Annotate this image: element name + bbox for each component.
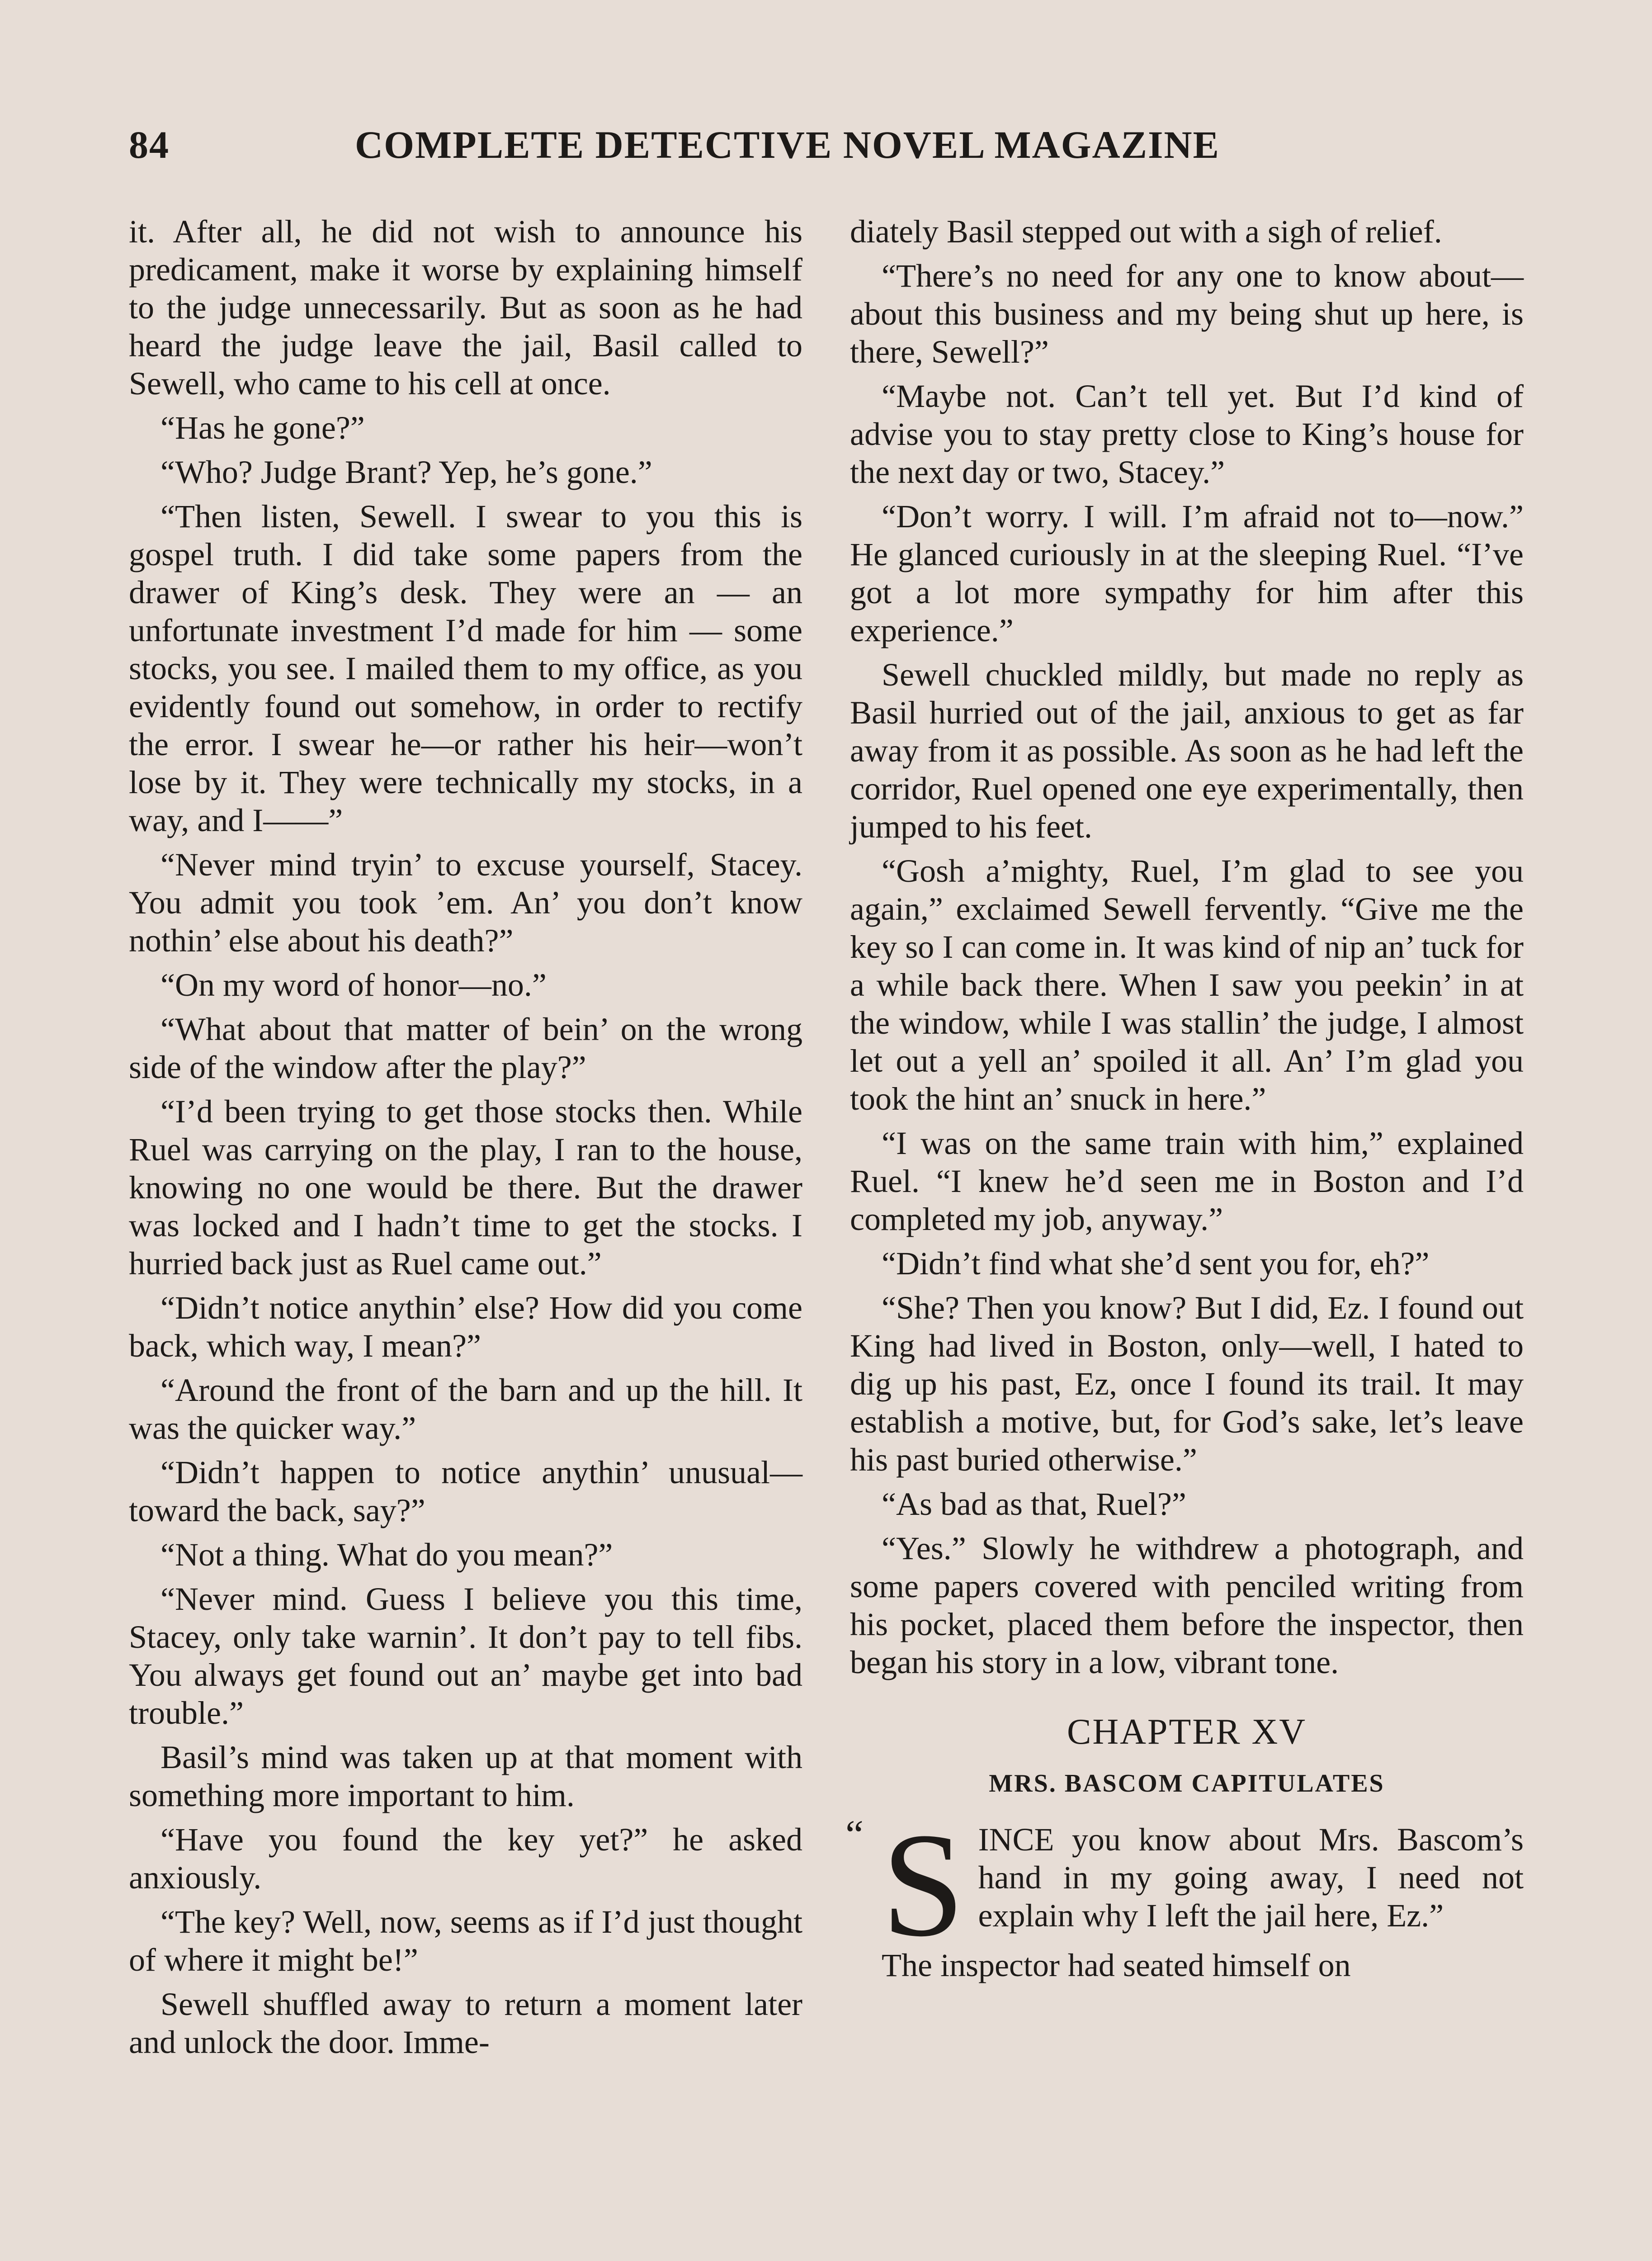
- drop-cap: S: [882, 1802, 965, 1968]
- paragraph: “I’d been trying to get those stocks then. While Ruel was carrying on the play, I ran to the house, knowing no one would be there. But the drawer was locked and I hadn’t time to get the stocks. I hurried back just as Ruel came out.”: [129, 1093, 802, 1282]
- paragraph: Sewell shuffled away to return a moment later and unlock the door. Imme-: [129, 1986, 802, 2060]
- paragraph: “The key? Well, now, seems as if I’d just thought of where it might be!”: [129, 1904, 802, 1978]
- paragraph: “I was on the same train with him,” explained Ruel. “I knew he’d seen me in Boston and I’d completed my job, anyway.”: [850, 1125, 1524, 1237]
- paragraph: diately Basil stepped out with a sigh of relief.: [850, 213, 1442, 250]
- paragraph: The inspector had seated himself on: [882, 1947, 1351, 1983]
- paragraph: “Didn’t notice anythin’ else? How did you come back, which way, I mean?”: [129, 1290, 802, 1364]
- left-column: [129, 213, 802, 2067]
- paragraph: “Yes.” Slowly he withdrew a photograph, and some papers covered with penciled writing from his pocket, placed them before the inspector, then began his story in a low, vibrant tone.: [850, 1530, 1524, 1680]
- paragraph: “Didn’t happen to notice anythin’ unusual—toward the back, say?”: [129, 1454, 802, 1528]
- paragraph: Basil’s mind was taken up at that moment with something more important to him.: [129, 1739, 802, 1813]
- paragraph: “Never mind. Guess I believe you this time, Stacey, only take warnin’. It don’t pay to tell fibs. You always get found out an’ maybe get into bad trouble.”: [129, 1581, 802, 1731]
- paragraph: “As bad as that, Ruel?”: [882, 1486, 1186, 1522]
- paragraph: “Didn’t find what she’d sent you for, eh?”: [882, 1245, 1430, 1282]
- paragraph: “Don’t worry. I will. I’m afraid not to—now.” He glanced curiously in at the sleeping Ruel. “I’ve got a lot more sympathy for him after this experience.”: [850, 498, 1524, 648]
- paragraph: “She? Then you know? But I did, Ez. I found out King had lived in Boston, only—well, I hated to dig up his past, Ez, once I found its trail. It may establish a motive, but, for God’s sake, let’s leave his past buried otherwise.”: [850, 1290, 1524, 1478]
- chapter-subtitle: MRS. BASCOM CAPITULATES: [989, 1769, 1385, 1797]
- page-number: 84: [129, 123, 170, 166]
- paragraph: “What about that matter of bein’ on the wrong side of the window after the play?”: [129, 1011, 802, 1085]
- paragraph: “There’s no need for any one to know about—about this business and my being shut up here, is there, Sewell?”: [850, 258, 1524, 370]
- magazine-title: COMPLETE DETECTIVE NOVEL MAGAZINE: [355, 123, 1220, 166]
- chapter-opening-text: INCE you know about Mrs. Bascom’s hand in my going away, I need not explain why I left the jail here, Ez.”: [978, 1821, 1524, 1934]
- paragraph: “Have you found the key yet?” he asked anxiously.: [129, 1821, 802, 1896]
- paragraph: “Has he gone?”: [160, 410, 365, 446]
- paragraph: “Gosh a’mighty, Ruel, I’m glad to see you again,” exclaimed Sewell fervently. “Give me the key so I can come in. It was kind of nip an’ tuck for a while back there. When I saw you peekin’ in at the window, while I was stallin’ the judge, I almost let out a yell an’ spoiled it all. An’ I’m glad you took the hint an’ snuck in here.”: [850, 853, 1524, 1117]
- paragraph: “Not a thing. What do you mean?”: [160, 1537, 613, 1573]
- paragraph: “Never mind tryin’ to excuse yourself, Stacey. You admit you took ’em. An’ you don’t know nothin’ else about his death?”: [129, 847, 802, 959]
- right-column: [845, 213, 1524, 1991]
- paragraph: it. After all, he did not wish to announce his predicament, make it worse by explaining himself to the judge unnecessarily. But as soon as he had heard the judge leave the jail, Basil called to Sewell, who came to his cell at once.: [129, 213, 802, 402]
- opening-quote: “: [845, 1812, 864, 1857]
- chapter-heading: CHAPTER XV: [1067, 1712, 1307, 1752]
- paragraph: “Then listen, Sewell. I swear to you this is gospel truth. I did take some papers from the drawer of King’s desk. They were an — an unfortunate investment I’d made for him — some stocks, you see. I mailed them to my office, as you evidently found out somehow, in order to rectify the error. I swear he—or rather his heir—won’t lose by it. They were technically my stocks, in a way, and I——”: [129, 498, 802, 838]
- paragraph: Sewell chuckled mildly, but made no reply as Basil hurried out of the jail, anxious to get as far away from it as possible. As soon as he had left the corridor, Ruel opened one eye experimentally, then jumped to his feet.: [850, 657, 1524, 845]
- paragraph: “Who? Judge Brant? Yep, he’s gone.”: [160, 454, 652, 490]
- paragraph: “Maybe not. Can’t tell yet. But I’d kind of advise you to stay pretty close to King’s house for the next day or two, Stacey.”: [850, 378, 1524, 490]
- paragraph: “On my word of honor—no.”: [160, 967, 547, 1003]
- paragraph: “Around the front of the barn and up the hill. It was the quicker way.”: [129, 1372, 802, 1446]
